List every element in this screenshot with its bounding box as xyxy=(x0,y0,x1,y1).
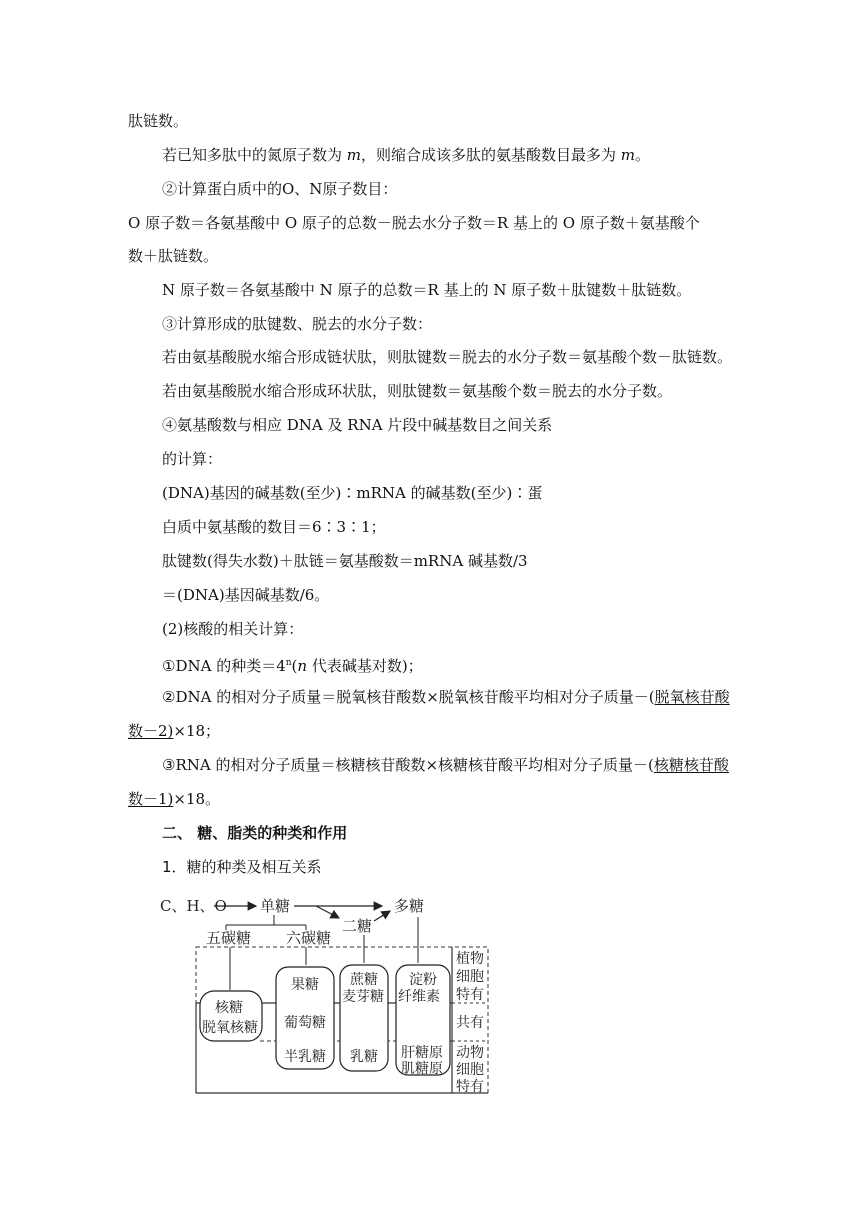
line-text: ①DNA 的种类＝4 xyxy=(162,657,286,675)
variable-n: n xyxy=(297,657,308,675)
line-text: ③计算形成的肽键数、脱去的水分子数： xyxy=(162,315,433,333)
line-text: 数＋肽链数。 xyxy=(128,247,219,265)
cellulose-label: 纤维素 xyxy=(398,989,440,1005)
underlined-text: 脱氧核苷酸 xyxy=(654,688,730,706)
heading-text: 1．糖的种类及相互关系 xyxy=(162,858,322,876)
arrow xyxy=(374,911,390,921)
underlined-text: 数－2) xyxy=(128,722,174,740)
text-line xyxy=(162,653,423,676)
starch-label: 淀粉 xyxy=(409,972,437,988)
lactose-label: 乳糖 xyxy=(350,1049,378,1065)
text-line xyxy=(162,619,303,639)
ribose-label: 核糖 xyxy=(215,1000,243,1016)
line-text: O 原子数＝各氨基酸中 O 原子的总数－脱去水分子数＝R 基上的 O 原子数＋氨基酸个 xyxy=(128,214,700,232)
text-line xyxy=(162,585,329,605)
line-text: N 原子数＝各氨基酸中 N 原子的总数＝R 基上的 N 原子数＋肽键数＋肽链数。 xyxy=(162,281,692,299)
line-text: ×18。 xyxy=(173,790,221,808)
fructose-label: 果糖 xyxy=(291,977,319,993)
variable-m: m xyxy=(346,146,362,164)
line-text: 肽键数(得失水数)＋肽链＝氨基酸数＝mRNA 碱基数/3 xyxy=(162,552,528,570)
pentose-label: 五碳糖 xyxy=(206,929,252,947)
galactose-label: 半乳糖 xyxy=(284,1049,326,1065)
section-heading xyxy=(162,823,347,843)
deoxyribose-label: 脱氧核糖 xyxy=(202,1020,258,1036)
superscript-n: n xyxy=(285,658,292,668)
line-text: ，则缩合成该多肽的氨基酸数目最多为 xyxy=(361,146,621,164)
text-line xyxy=(162,687,730,707)
line-text: 代表碱基对数)； xyxy=(307,657,423,675)
subsection-heading xyxy=(162,857,322,877)
line-text: ＝(DNA)基因碱基数/6。 xyxy=(162,586,330,604)
plant-label-3: 特有 xyxy=(456,987,484,1003)
line-text: 白质中氨基酸的数目＝6∶3∶1； xyxy=(162,518,386,536)
sugar-relationship-diagram xyxy=(156,885,501,1097)
animal-label-2: 细胞 xyxy=(456,1062,484,1078)
text-line xyxy=(162,179,397,199)
text-line xyxy=(162,415,552,435)
text-line xyxy=(128,213,700,233)
plant-label-2: 细胞 xyxy=(456,969,484,985)
text-line xyxy=(162,483,542,503)
monosaccharide-label: 单糖 xyxy=(260,897,291,915)
line-text: 肽链数。 xyxy=(128,112,189,130)
text-line xyxy=(162,347,732,367)
arrow xyxy=(316,906,339,918)
text-line xyxy=(128,246,218,266)
disaccharide-label: 二糖 xyxy=(342,917,373,935)
line-text: 若由氨基酸脱水缩合形成环状肽，则肽键数＝氨基酸个数＝脱去的水分子数。 xyxy=(162,382,673,400)
line-text: ②计算蛋白质中的O、N原子数目： xyxy=(162,180,398,198)
elements-label: C、H、O xyxy=(160,897,227,915)
liver-glycogen-label: 肝糖原 xyxy=(401,1045,443,1061)
animal-label-1: 动物 xyxy=(456,1045,484,1061)
text-line xyxy=(128,111,188,131)
muscle-glycogen-label: 肌糖原 xyxy=(401,1061,443,1077)
maltose-label: 麦芽糖 xyxy=(342,989,384,1005)
line-text: 。 xyxy=(635,146,651,164)
sucrose-label: 蔗糖 xyxy=(350,972,378,988)
polysaccharide-label: 多糖 xyxy=(394,897,425,915)
text-line xyxy=(128,789,220,809)
line-text: (2)核酸的相关计算： xyxy=(162,620,304,638)
line-text: ④氨基酸数与相应 DNA 及 RNA 片段中碱基数目之间关系 xyxy=(162,416,553,434)
text-line xyxy=(162,381,672,401)
common-label: 共有 xyxy=(456,1015,484,1031)
line-text: ( xyxy=(291,657,298,675)
line-text: 若由氨基酸脱水缩合形成链状肽，则肽键数＝脱去的水分子数＝氨基酸个数－肽链数。 xyxy=(162,348,733,366)
text-line xyxy=(162,551,528,571)
text-line xyxy=(128,721,220,741)
glucose-label: 葡萄糖 xyxy=(284,1015,326,1031)
underlined-text: 数－1) xyxy=(128,790,174,808)
variable-m: m xyxy=(620,146,636,164)
underlined-text: 核糖核苷酸 xyxy=(653,756,729,774)
line-text: (DNA)基因的碱基数(至少)∶mRNA 的碱基数(至少)∶蛋 xyxy=(162,484,543,502)
text-line xyxy=(162,449,222,469)
line-text: ×18； xyxy=(173,722,221,740)
text-line xyxy=(162,145,650,165)
text-line xyxy=(162,517,386,537)
line-text: ②DNA 的相对分子质量＝脱氧核苷酸数×脱氧核苷酸平均相对分子质量－( xyxy=(162,688,655,706)
animal-label-3: 特有 xyxy=(456,1079,484,1095)
plant-label-1: 植物 xyxy=(456,951,484,967)
line-text: 的计算： xyxy=(162,450,223,468)
text-line xyxy=(162,280,691,300)
hexose-label: 六碳糖 xyxy=(286,929,332,947)
heading-text: 二、 糖、脂类的种类和作用 xyxy=(162,824,348,842)
line-text: 若已知多肽中的氮原子数为 xyxy=(162,146,347,164)
text-line xyxy=(162,755,729,775)
text-line xyxy=(162,314,432,334)
line-text: ③RNA 的相对分子质量＝核糖核苷酸数×核糖核苷酸平均相对分子质量－( xyxy=(162,756,654,774)
